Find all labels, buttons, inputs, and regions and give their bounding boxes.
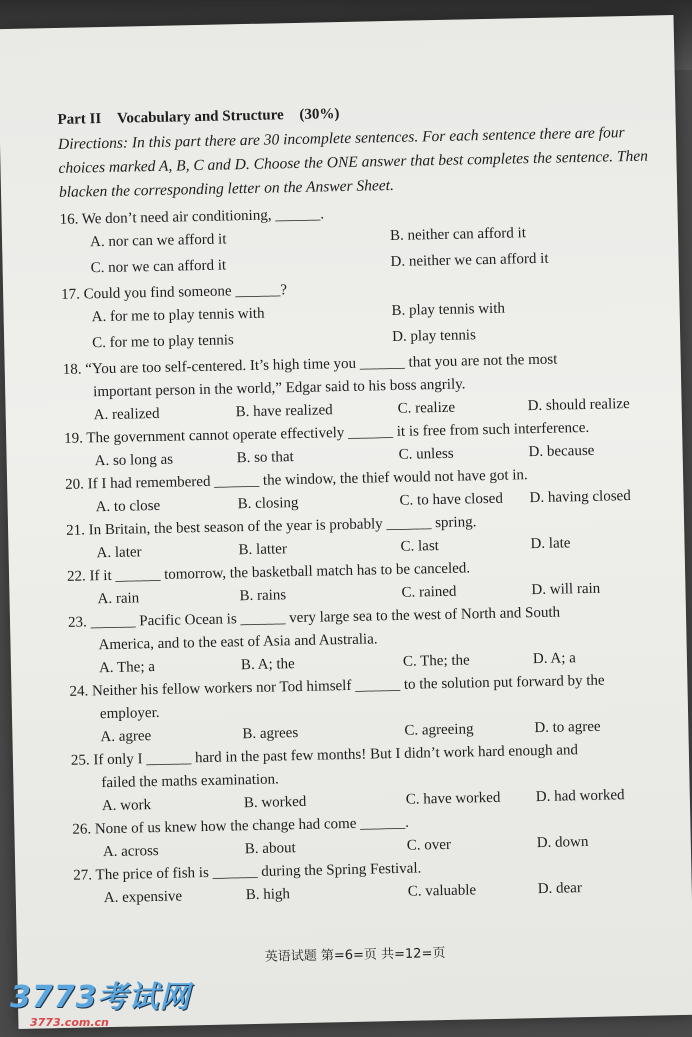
answer-option: D. had worked — [535, 787, 625, 806]
part-name: Vocabulary and Structure — [116, 107, 284, 127]
answer-option: B. agrees — [242, 725, 299, 743]
answer-option: B. rains — [239, 587, 287, 605]
question-stem: 18. “You are too self-centered. It’s high time you ______ that you are not the most — [62, 351, 558, 378]
exam-content — [57, 100, 664, 911]
question-stem-continued: employer. — [99, 704, 160, 723]
question-stem: 27. The price of fish is ______ during the Spring Festival. — [73, 860, 422, 884]
question-stem-continued: failed the maths examination. — [101, 771, 279, 792]
answer-option: A. across — [102, 842, 159, 861]
answer-option: A. expensive — [103, 888, 183, 907]
question-item — [61, 272, 652, 359]
question-item — [71, 737, 662, 818]
answer-option: D. should realize — [527, 396, 630, 415]
answer-option: D. play tennis — [391, 327, 477, 345]
answer-option: B. about — [244, 840, 296, 858]
question-stem-continued: America, and to the east of Asia and Australia. — [98, 631, 378, 654]
answer-option: A. realized — [93, 405, 160, 424]
question-item — [63, 347, 654, 428]
question-item — [69, 668, 660, 749]
answer-option: C. realize — [397, 399, 456, 417]
answer-option: A. rain — [97, 590, 140, 608]
answer-option: C. rained — [401, 583, 457, 601]
answer-option: D. neither we can afford it — [390, 250, 549, 271]
answer-option: D. will rain — [531, 580, 601, 599]
answer-option: B. neither can afford it — [389, 225, 527, 245]
answer-option: D. to agree — [534, 718, 601, 737]
directions-text: Directions: In this part there are 30 incomplete sentences. For each sentence there are four choices marked A, B, C and D. Choose the ONE answer that best completes the sentence. Then blacken the corresponding letter on the Answer Sheet. — [57, 124, 649, 201]
answer-option: B. have realized — [235, 402, 333, 421]
answer-option: B. latter — [238, 541, 288, 559]
question-list — [59, 197, 664, 911]
answer-option: B. closing — [237, 494, 299, 513]
answer-option: C. last — [400, 538, 440, 555]
question-stem: 24. Neither his fellow workers nor Tod himself ______ to the solution put forward by the — [69, 672, 605, 700]
answer-option: B. play tennis with — [391, 300, 506, 319]
answer-option: A. for me to play tennis with — [91, 305, 265, 326]
question-stem: 19. The government cannot operate effectively ______ it is free from such interference. — [64, 419, 590, 447]
answer-option: D. down — [536, 833, 589, 852]
answer-option: B. high — [245, 886, 291, 904]
question-stem: 22. If it ______ tomorrow, the basketball match has to be canceled. — [66, 560, 471, 585]
answer-option: A. agree — [100, 728, 152, 746]
watermark-url: 3773.com.cn — [30, 1016, 109, 1029]
answer-option: B. worked — [243, 793, 307, 812]
answer-option: A. to close — [95, 497, 161, 516]
part-label: Part II — [57, 111, 102, 128]
question-stem-continued: important person in the world,” Edgar said to his boss angrily. — [93, 376, 466, 401]
exam-page — [0, 15, 692, 1029]
question-stem: 25. If only I ______ hard in the past few months! But I didn’t work hard enough and — [70, 742, 579, 769]
answer-option: A. The; a — [98, 659, 156, 677]
answer-option: C. for me to play tennis — [92, 332, 234, 352]
answer-option: A. work — [101, 797, 152, 815]
answer-option: C. valuable — [407, 882, 477, 900]
watermark-logo-text: 3773考试网 — [10, 980, 191, 1015]
question-item — [68, 599, 659, 680]
page-footer: 英语试题 第=6=页 共=12=页 — [264, 946, 446, 965]
answer-option: D. because — [528, 442, 595, 461]
answer-option: C. agreeing — [404, 721, 474, 739]
site-watermark — [10, 972, 191, 1029]
question-stem: 20. If I had remembered ______ the window, the thief would not have got in. — [64, 467, 528, 493]
answer-option: B. so that — [236, 449, 294, 467]
answer-option: D. A; a — [532, 650, 576, 668]
answer-option: C. The; the — [402, 652, 470, 670]
answer-option: C. have worked — [405, 789, 501, 808]
answer-option: C. nor we can afford it — [90, 257, 227, 277]
part-weight: (30%) — [299, 106, 340, 123]
question-stem: 26. None of us knew how the change had come ______. — [72, 814, 410, 838]
question-stem: 17. Could you find someone ______? — [61, 282, 288, 303]
answer-option: B. A; the — [240, 656, 295, 674]
answer-option: A. nor can we afford it — [89, 231, 227, 251]
answer-option: C. to have closed — [399, 490, 504, 509]
answer-option: C. unless — [398, 445, 454, 463]
answer-option: D. dear — [537, 880, 583, 898]
answer-option: C. over — [406, 836, 452, 854]
question-item — [59, 197, 650, 284]
answer-option: A. so long as — [94, 451, 174, 470]
question-stem: 16. We don’t need air conditioning, ______. — [59, 206, 325, 228]
question-stem: 21. In Britain, the best season of the year is probably ______ spring. — [65, 514, 477, 539]
answer-option: A. later — [96, 544, 142, 562]
answer-option: D. having closed — [529, 488, 631, 507]
question-stem: 23. ______ Pacific Ocean is ______ very large sea to the west of North and South — [67, 604, 561, 631]
answer-option: D. late — [530, 535, 571, 553]
